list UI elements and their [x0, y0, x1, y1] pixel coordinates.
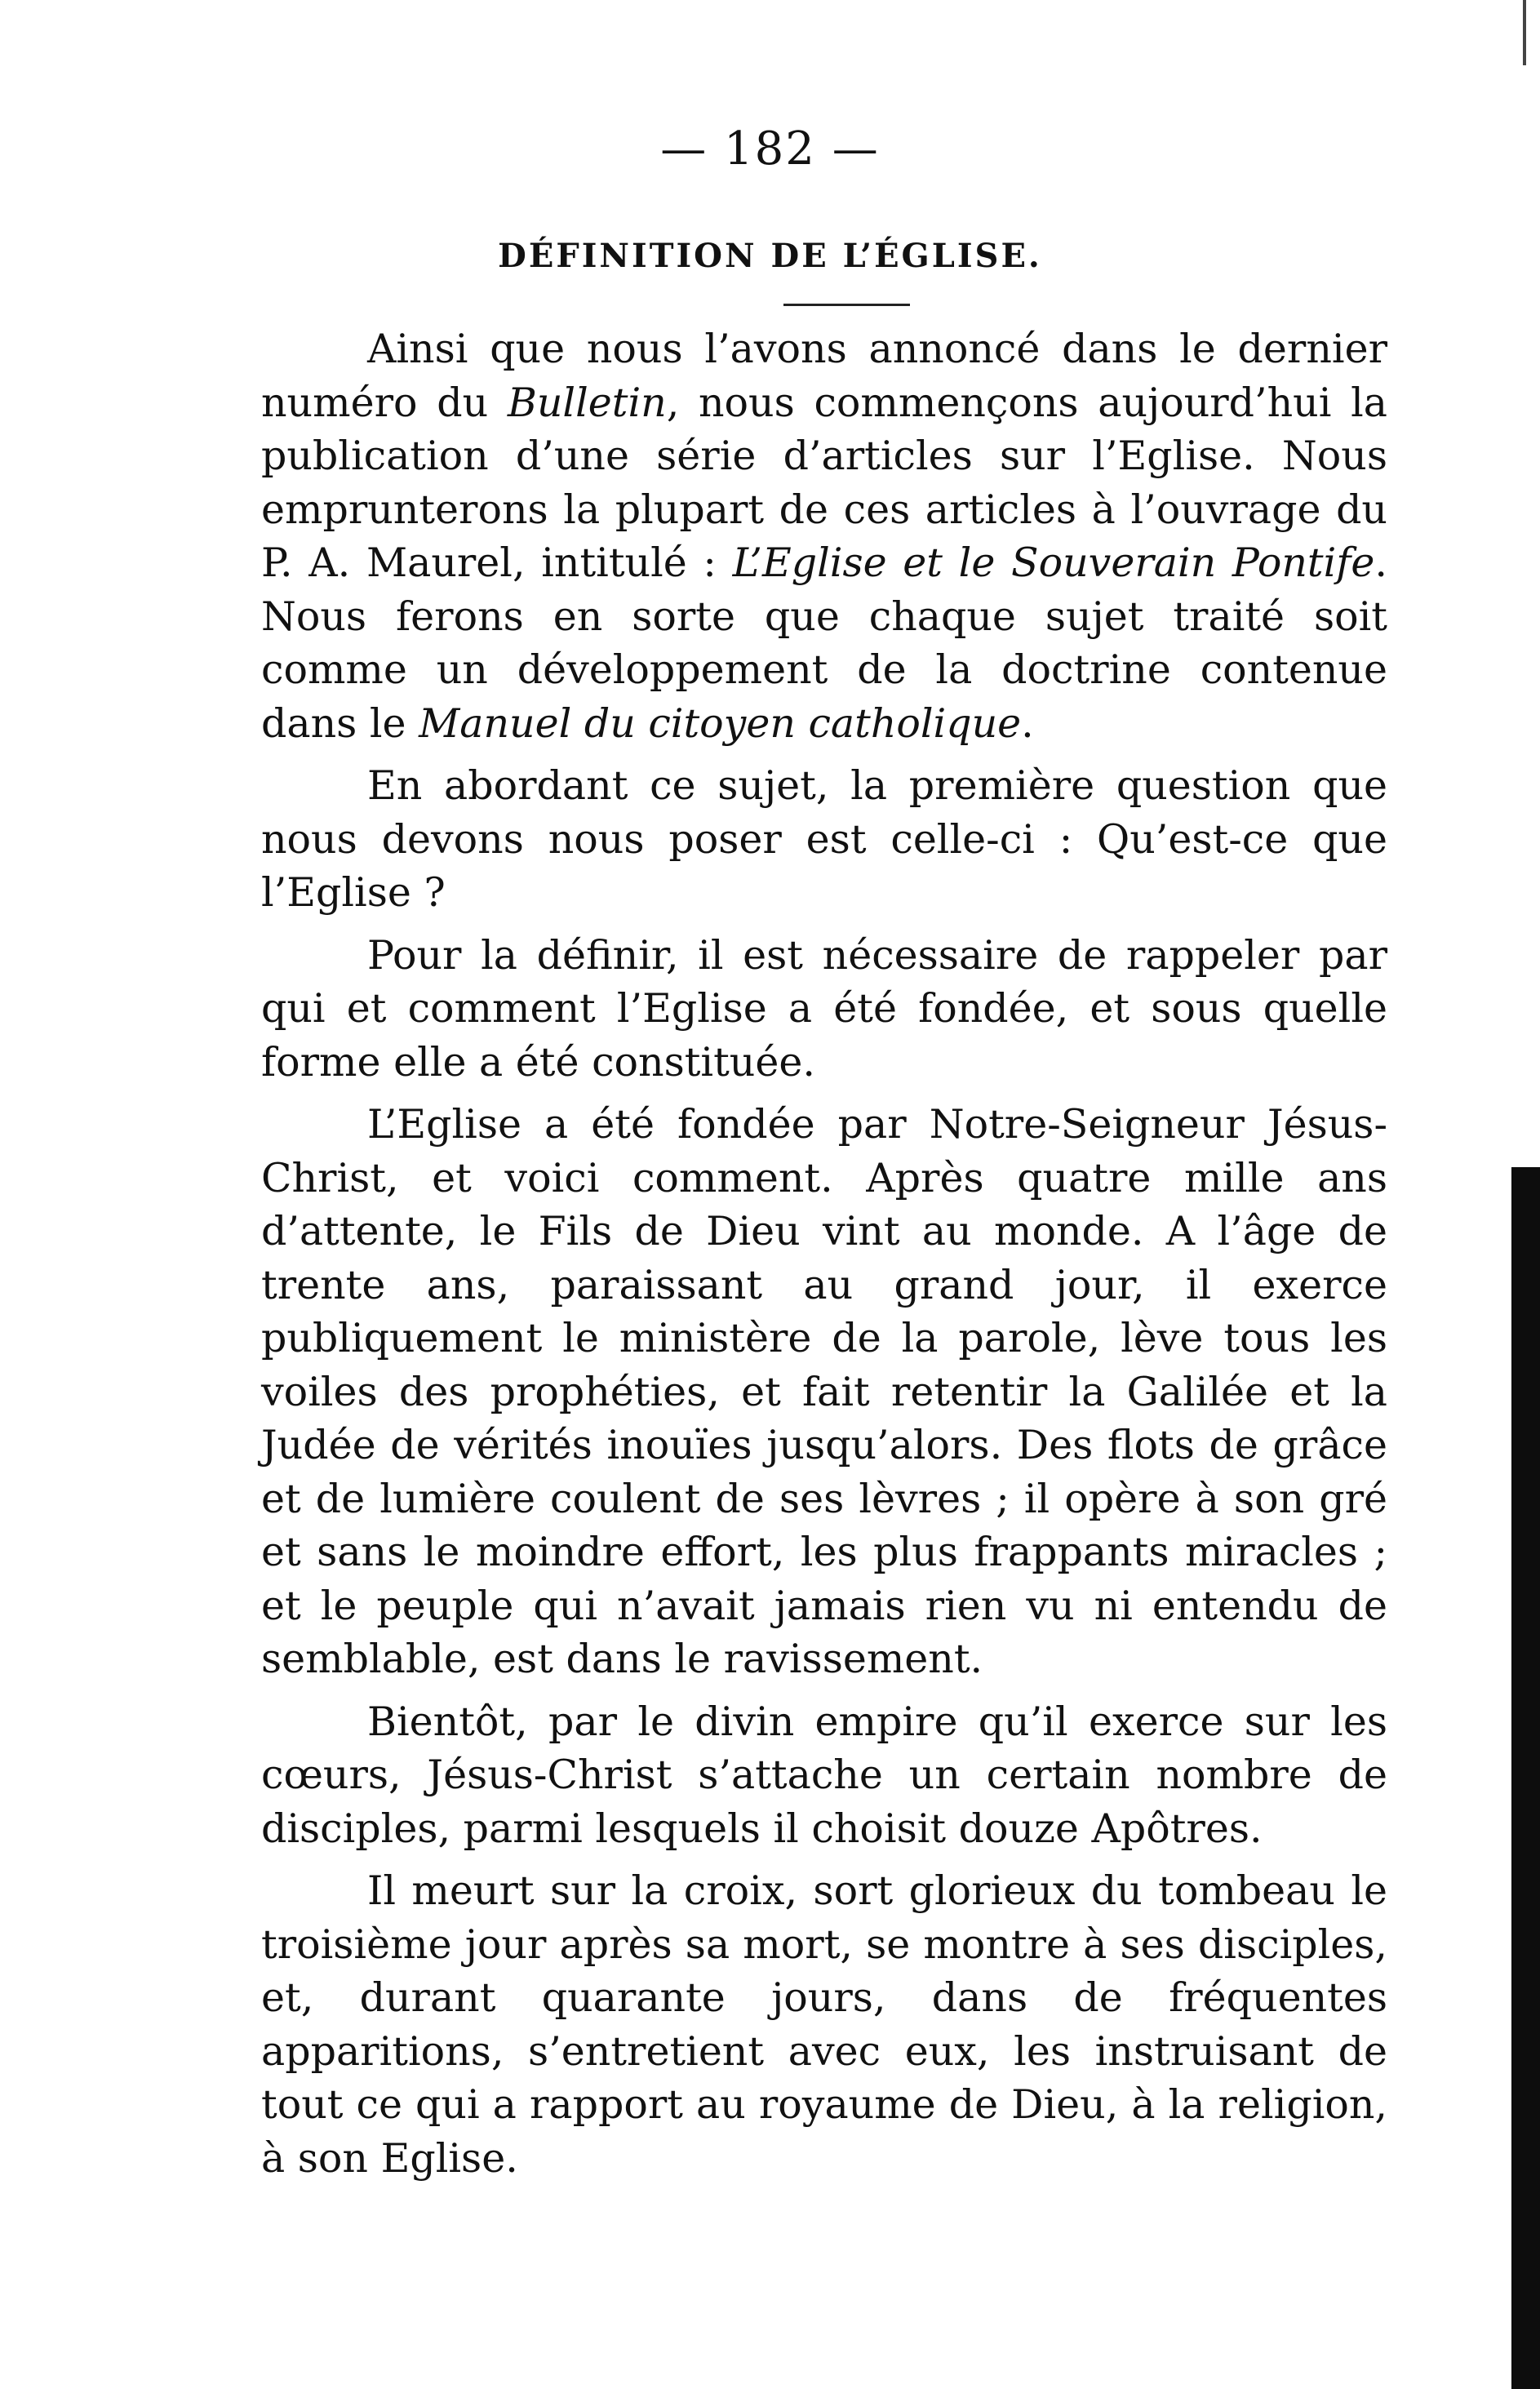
- paragraph-3: Pour la définir, il est nécessaire de rappeler par qui et comment l’Eglise a été fondée, et sous quelle forme elle a été constituée.: [261, 931, 1387, 1086]
- scan-edge-shadow: [1511, 1167, 1540, 2389]
- paragraph-1-part-5: . Nous ferons en sorte que chaque sujet traité soit comme un développement de la doctrine contenue dans le: [261, 540, 1387, 747]
- book-title: L’Eglise et le Souverain Pontife: [732, 540, 1375, 586]
- paragraph-4: L’Eglise a été fondée par Notre-Seigneur Jésus-Christ, et voici comment. Après quatre mille ans d’attente, le Fils de Dieu vint au monde. A l’âge de trente ans, paraissant au grand jour, il exerce publiquement le ministère de la parole, lève tous les voiles des prophéties, et fait retentir la Galilée et la Judée de vérités inouïes jusqu’alors. Des flots de grâce et de lumière coulent de ses lèvres ; il opère à son gré et sans le moindre effort, les plus frappants miracles ; et le peuple qui n’avait jamais rien vu ni entendu de semblable, est dans le ravissement.: [261, 1101, 1387, 1682]
- manual-title: Manuel du citoyen catholique: [419, 699, 1022, 747]
- section-title: DÉFINITION DE L’ÉGLISE.: [498, 237, 1042, 275]
- paragraph-1: [261, 322, 1387, 750]
- paragraph-1-part-1: Ainsi que nous l’avons annoncé dans le dernier numéro du: [261, 326, 1387, 426]
- title-rule: [783, 304, 910, 306]
- paragraph-5: Bientôt, par le divin empire qu’il exerce sur les cœurs, Jésus-Christ s’attache un certain nombre de disciples, parmi lesquels il choisit douze Apôtres.: [261, 1698, 1387, 1852]
- bulletin-title: Bulletin: [507, 379, 667, 426]
- binding-edge-mark: [1523, 0, 1526, 65]
- article-body: [261, 322, 1387, 2194]
- paragraph-1-part-7: .: [1021, 699, 1034, 747]
- page-number: — 182 —: [660, 122, 880, 175]
- paragraph-6: Il meurt sur la croix, sort glorieux du tombeau le troisième jour après sa mort, se montre à ses disciples, et, durant quarante jours, dans de fréquentes apparitions, s’entretient avec eux, les instruisant de tout ce qui a rapport au royaume de Dieu, à la religion, à son Eglise.: [261, 1867, 1387, 2182]
- paragraph-2: En abordant ce sujet, la première question que nous devons nous poser est celle-ci : Qu’est-ce que l’Eglise ?: [261, 762, 1387, 916]
- paragraph-1-part-3: , nous commençons aujourd’hui la publication d’une série d’articles sur l’Eglise. Nous emprunterons la plupart de ces articles à l’ouvrage du P. A. Maurel, intitulé :: [261, 379, 1388, 586]
